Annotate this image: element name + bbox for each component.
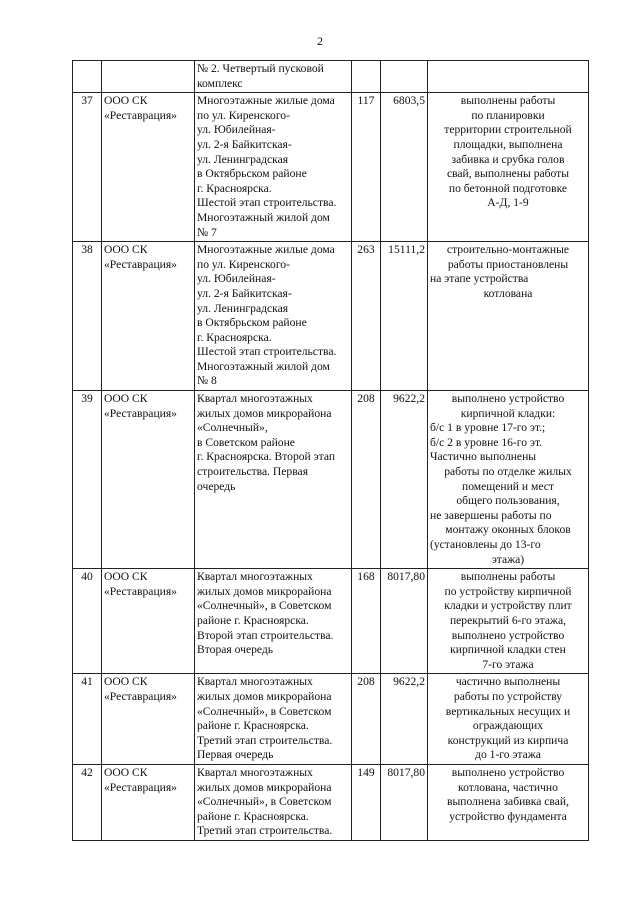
construction-status-cell	[428, 764, 589, 840]
object-description-cell-line: в Советском районе	[197, 435, 295, 449]
construction-status-cell-line: Частично выполнены	[430, 450, 537, 464]
construction-status-cell-line: 7-го этажа	[482, 657, 534, 671]
object-description-cell	[195, 569, 352, 674]
row-number-cell: 37	[73, 93, 102, 242]
object-description-cell-line: Первая очередь	[197, 748, 274, 762]
construction-status-cell-line: выполнены работы	[460, 570, 556, 584]
apartments-count-cell: 263	[352, 242, 381, 391]
developer-cell	[102, 569, 195, 674]
object-description-cell	[195, 674, 352, 765]
object-description-cell-line: Шестой этап строительства.	[197, 196, 337, 210]
object-description-cell-line: ул. Ленинградская	[197, 301, 289, 315]
construction-status-cell-line: не завершены работы по	[430, 508, 552, 522]
construction-status-cell-line: б/с 1 в уровне 17-го эт.;	[430, 421, 546, 435]
object-description-cell-line: в Октябрьском районе	[197, 316, 307, 330]
object-description-cell-line: Второй этап строительства.	[197, 628, 334, 642]
object-description-cell-line: жилых домов микрорайона	[197, 584, 332, 598]
object-description-cell-line: «Солнечный», в Советском	[197, 599, 332, 613]
construction-status-cell-line: свай, выполнены работы	[446, 167, 570, 181]
apartments-count-cell: 208	[352, 674, 381, 765]
developer-cell	[102, 93, 195, 242]
object-description-cell-line: Многоэтажные жилые дома	[197, 243, 335, 257]
construction-status-cell-line: работы приостановлены	[447, 257, 569, 271]
developer-cell-line: «Реставрация»	[104, 257, 177, 271]
construction-status-cell-line: общего пользования,	[456, 494, 560, 508]
object-description-cell-line: г. Красноярска.	[197, 330, 272, 344]
apartments-count-cell: 168	[352, 569, 381, 674]
construction-status-cell	[428, 569, 589, 674]
total-area-cell: 6803,5	[381, 93, 428, 242]
construction-status-cell-line: выполнена забивка свай,	[446, 795, 570, 809]
row-number-cell: 39	[73, 391, 102, 569]
total-area-cell: 9622,2	[381, 391, 428, 569]
construction-status-cell	[428, 93, 589, 242]
construction-status-cell-line: перекрытий 6-го этажа,	[449, 613, 567, 627]
construction-status-cell-line: забивка и срубка голов	[451, 152, 565, 166]
apartments-count-cell	[352, 61, 381, 93]
object-description-cell	[195, 61, 352, 93]
object-description-cell-line: районе г. Красноярска.	[197, 613, 309, 627]
object-description-cell-line: № 7	[197, 225, 217, 239]
construction-status-cell-line: б/с 2 в уровне 16-го эт.	[430, 435, 543, 449]
construction-status-cell-line: площадки, выполнена	[453, 137, 563, 151]
table-row	[73, 764, 589, 840]
table-row	[73, 674, 589, 765]
construction-status-cell-line: по устройству кирпичной	[444, 584, 572, 598]
construction-status-cell-line: А-Д, 1-9	[487, 196, 529, 210]
construction-status-cell	[428, 391, 589, 569]
construction-status-cell-line: до 1-го этажа	[475, 748, 541, 762]
developer-cell-line: ООО СК	[104, 392, 148, 406]
construction-status-cell	[428, 61, 589, 93]
object-description-cell-line: ул. 2-я Байкитская-	[197, 286, 292, 300]
object-description-cell-line: в Октябрьском районе	[197, 167, 307, 181]
construction-status-cell-line: по планировки	[471, 108, 545, 122]
row-number-cell: 41	[73, 674, 102, 765]
object-description-cell-line: Многоэтажные жилые дома	[197, 94, 335, 108]
construction-status-cell-line: работы по устройству	[453, 689, 563, 703]
construction-status-cell-line: выполнено устройство	[451, 628, 565, 642]
object-description-cell-line: ул. Юбилейная-	[197, 272, 276, 286]
developer-cell	[102, 61, 195, 93]
developer-cell-line: «Реставрация»	[104, 584, 177, 598]
construction-status-cell-line: (установлены до 13-го	[430, 538, 541, 551]
developer-cell-line: ООО СК	[104, 94, 148, 108]
object-description-cell-line: Квартал многоэтажных	[197, 675, 313, 689]
construction-objects-table	[72, 60, 589, 841]
row-number-cell	[73, 61, 102, 93]
developer-cell-line: ООО СК	[104, 765, 148, 779]
object-description-cell-line: № 8	[197, 374, 217, 388]
construction-status-cell-line: выполнены работы	[460, 94, 556, 108]
developer-cell	[102, 391, 195, 569]
construction-status-cell-line: конструкций из кирпича	[447, 733, 569, 747]
object-description-cell-line: «Солнечный», в Советском	[197, 795, 332, 809]
total-area-cell: 8017,80	[381, 569, 428, 674]
developer-cell-line: «Реставрация»	[104, 689, 177, 703]
developer-cell	[102, 674, 195, 765]
construction-status-cell-line: помещений и мест	[462, 479, 554, 493]
object-description-cell	[195, 93, 352, 242]
object-description-cell-line: Квартал многоэтажных	[197, 765, 313, 779]
developer-cell-line: ООО СК	[104, 675, 148, 689]
row-number-cell: 42	[73, 764, 102, 840]
construction-status-cell	[428, 242, 589, 391]
object-description-cell-line: комплекс	[197, 76, 243, 90]
object-description-cell	[195, 391, 352, 569]
object-description-cell-line: строительства. Первая	[197, 465, 309, 479]
object-description-cell-line: Многоэтажный жилой дом	[197, 359, 330, 373]
object-description-cell-line: ул. 2-я Байкитская-	[197, 137, 292, 151]
construction-status-cell-line: устройство фундамента	[449, 809, 567, 823]
object-description-cell-line: районе г. Красноярска.	[197, 809, 309, 823]
total-area-cell: 9622,2	[381, 674, 428, 765]
construction-status-cell-line: по бетонной подготовке	[448, 181, 568, 195]
developer-cell-line: ООО СК	[104, 243, 148, 257]
object-description-cell-line: жилых домов микрорайона	[197, 406, 332, 420]
object-description-cell-line: Вторая очередь	[197, 643, 274, 657]
object-description-cell-line: Шестой этап строительства.	[197, 345, 337, 359]
construction-status-cell	[428, 674, 589, 765]
construction-status-cell-line: монтажу оконных блоков	[445, 523, 571, 537]
construction-status-cell-line: котлована	[483, 286, 533, 300]
object-description-cell-line: по ул. Киренского-	[197, 108, 290, 122]
apartments-count-cell: 208	[352, 391, 381, 569]
developer-cell-line: «Реставрация»	[104, 108, 177, 122]
object-description-cell	[195, 764, 352, 840]
total-area-cell: 8017,80	[381, 764, 428, 840]
page-number: 2	[317, 34, 323, 48]
object-description-cell-line: № 2. Четвертый пусковой	[197, 62, 324, 75]
developer-cell-line: ООО СК	[104, 570, 148, 584]
construction-status-cell-line: вертикальных несущих и	[445, 704, 571, 718]
object-description-cell	[195, 242, 352, 391]
object-description-cell-line: Третий этап строительства.	[197, 824, 333, 838]
object-description-cell-line: Квартал многоэтажных	[197, 570, 313, 584]
table-row	[73, 242, 589, 391]
construction-status-cell-line: строительно-монтажные	[446, 243, 570, 257]
object-description-cell-line: г. Красноярска.	[197, 181, 272, 195]
row-number-cell: 38	[73, 242, 102, 391]
developer-cell	[102, 242, 195, 391]
construction-status-cell-line: на этапе устройства	[430, 272, 529, 286]
object-description-cell-line: г. Красноярска. Второй этап	[197, 450, 336, 464]
construction-status-cell-line: выполнено устройство	[451, 765, 565, 779]
construction-status-cell-line: территории строительной	[444, 123, 572, 137]
table-row	[73, 93, 589, 242]
construction-status-cell-line: этажа)	[491, 552, 525, 566]
construction-status-cell-line: кирпичной кладки стен	[450, 643, 566, 657]
object-description-cell-line: ул. Ленинградская	[197, 152, 289, 166]
object-description-cell-line: ул. Юбилейная-	[197, 123, 276, 137]
developer-cell-line: «Реставрация»	[104, 780, 177, 794]
construction-status-cell-line: кладки и устройству плит	[444, 599, 572, 613]
construction-status-cell-line: выполнено устройство	[451, 392, 565, 406]
object-description-cell-line: по ул. Киренского-	[197, 257, 290, 271]
table-body	[73, 61, 589, 841]
construction-status-cell-line: ограждающих	[472, 719, 544, 733]
object-description-cell-line: районе г. Красноярска.	[197, 719, 309, 733]
table-row	[73, 61, 589, 93]
row-number-cell: 40	[73, 569, 102, 674]
developer-cell-line: «Реставрация»	[104, 406, 177, 420]
object-description-cell-line: Третий этап строительства.	[197, 733, 333, 747]
total-area-cell: 15111,2	[381, 242, 428, 391]
object-description-cell-line: Квартал многоэтажных	[197, 392, 313, 406]
construction-status-cell-line: частично выполнены	[455, 675, 561, 689]
object-description-cell-line: Многоэтажный жилой дом	[197, 210, 330, 224]
table-row	[73, 569, 589, 674]
developer-cell	[102, 764, 195, 840]
apartments-count-cell: 117	[352, 93, 381, 242]
object-description-cell-line: «Солнечный»,	[197, 421, 268, 435]
object-description-cell-line: очередь	[197, 479, 236, 493]
object-description-cell-line: жилых домов микрорайона	[197, 689, 332, 703]
apartments-count-cell: 149	[352, 764, 381, 840]
object-description-cell-line: жилых домов микрорайона	[197, 780, 332, 794]
table-row	[73, 391, 589, 569]
construction-status-cell-line: кирпичной кладки:	[460, 406, 556, 420]
object-description-cell-line: «Солнечный», в Советском	[197, 704, 332, 718]
construction-status-cell-line: котлована, частично	[458, 780, 558, 794]
construction-status-cell-line: работы по отделке жилых	[444, 465, 572, 479]
total-area-cell	[381, 61, 428, 93]
